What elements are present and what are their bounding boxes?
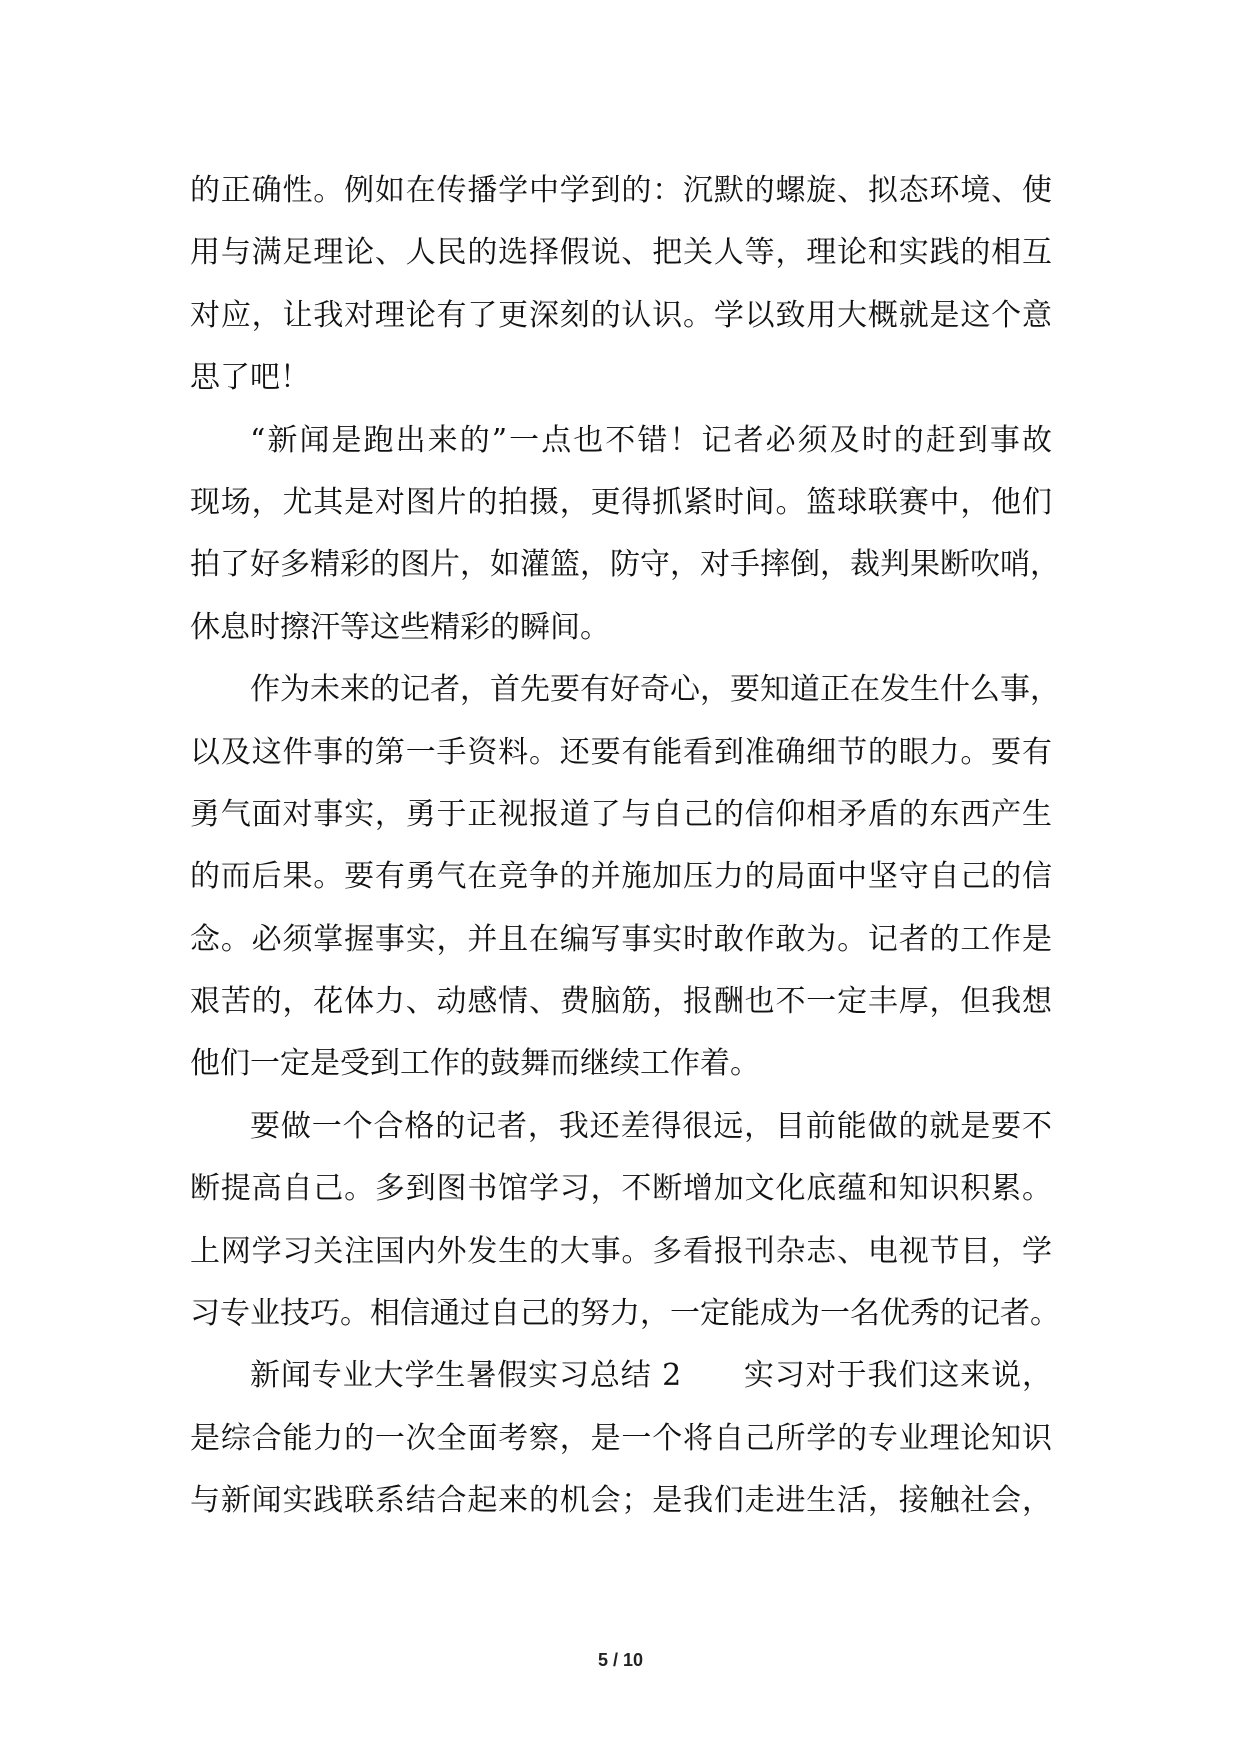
- body-text: [190, 160, 1060, 1533]
- text-line: 习专业技巧。相信通过自己的努力，一定能成为一名优秀的记者。: [190, 1296, 1060, 1332]
- text-line: 作为未来的记者，首先要有好奇心，要知道正在发生什么事，: [250, 672, 1060, 708]
- text-line: 断提高自己。多到图书馆学习，不断增加文化底蕴和知识积累。: [190, 1171, 1052, 1207]
- text-line: 拍了好多精彩的图片，如灌篮，防守，对手摔倒，裁判果断吹哨，: [190, 547, 1060, 583]
- text-line: 是综合能力的一次全面考察，是一个将自己所学的专业理论知识: [190, 1420, 1052, 1456]
- text-line: 艰苦的，花体力、动感情、费脑筋，报酬也不一定丰厚，但我想: [190, 984, 1052, 1020]
- text-line: 勇气面对事实，勇于正视报道了与自己的信仰相矛盾的东西产生: [190, 796, 1052, 832]
- text-line: 要做一个合格的记者，我还差得很远，目前能做的就是要不: [250, 1108, 1052, 1144]
- text-line: 休息时擦汗等这些精彩的瞬间。: [190, 609, 610, 645]
- text-line: 的而后果。要有勇气在竞争的并施加压力的局面中坚守自己的信: [190, 859, 1052, 895]
- text-line: 念。必须掌握事实，并且在编写事实时敢作敢为。记者的工作是: [190, 921, 1052, 957]
- text-line: 的正确性。例如在传播学中学到的：沉默的螺旋、拟态环境、使: [190, 173, 1052, 208]
- text-line: 对应，让我对理论有了更深刻的认识。学以致用大概就是这个意: [190, 297, 1052, 333]
- text-line: 用与满足理论、人民的选择假说、把关人等，理论和实践的相互: [190, 235, 1052, 271]
- text-line: 思了吧！: [190, 360, 310, 396]
- text-line: 上网学习关注国内外发生的大事。多看报刊杂志、电视节目，学: [190, 1233, 1052, 1269]
- text-line: 他们一定是受到工作的鼓舞而继续工作着。: [190, 1046, 760, 1082]
- text-line: 与新闻实践联系结合起来的机会；是我们走进生活，接触社会，: [190, 1483, 1052, 1519]
- text-line: 新闻专业大学生暑假实习总结 2 实习对于我们这来说，: [250, 1358, 1052, 1394]
- text-line: 现场，尤其是对图片的拍摄，更得抓紧时间。篮球联赛中，他们: [190, 484, 1052, 520]
- text-line: 以及这件事的第一手资料。还要有能看到准确细节的眼力。要有: [190, 734, 1052, 770]
- page-number: 5 / 10: [597, 1650, 644, 1670]
- text-line: “新闻是跑出来的”一点也不错！记者必须及时的赶到事故: [250, 422, 1052, 458]
